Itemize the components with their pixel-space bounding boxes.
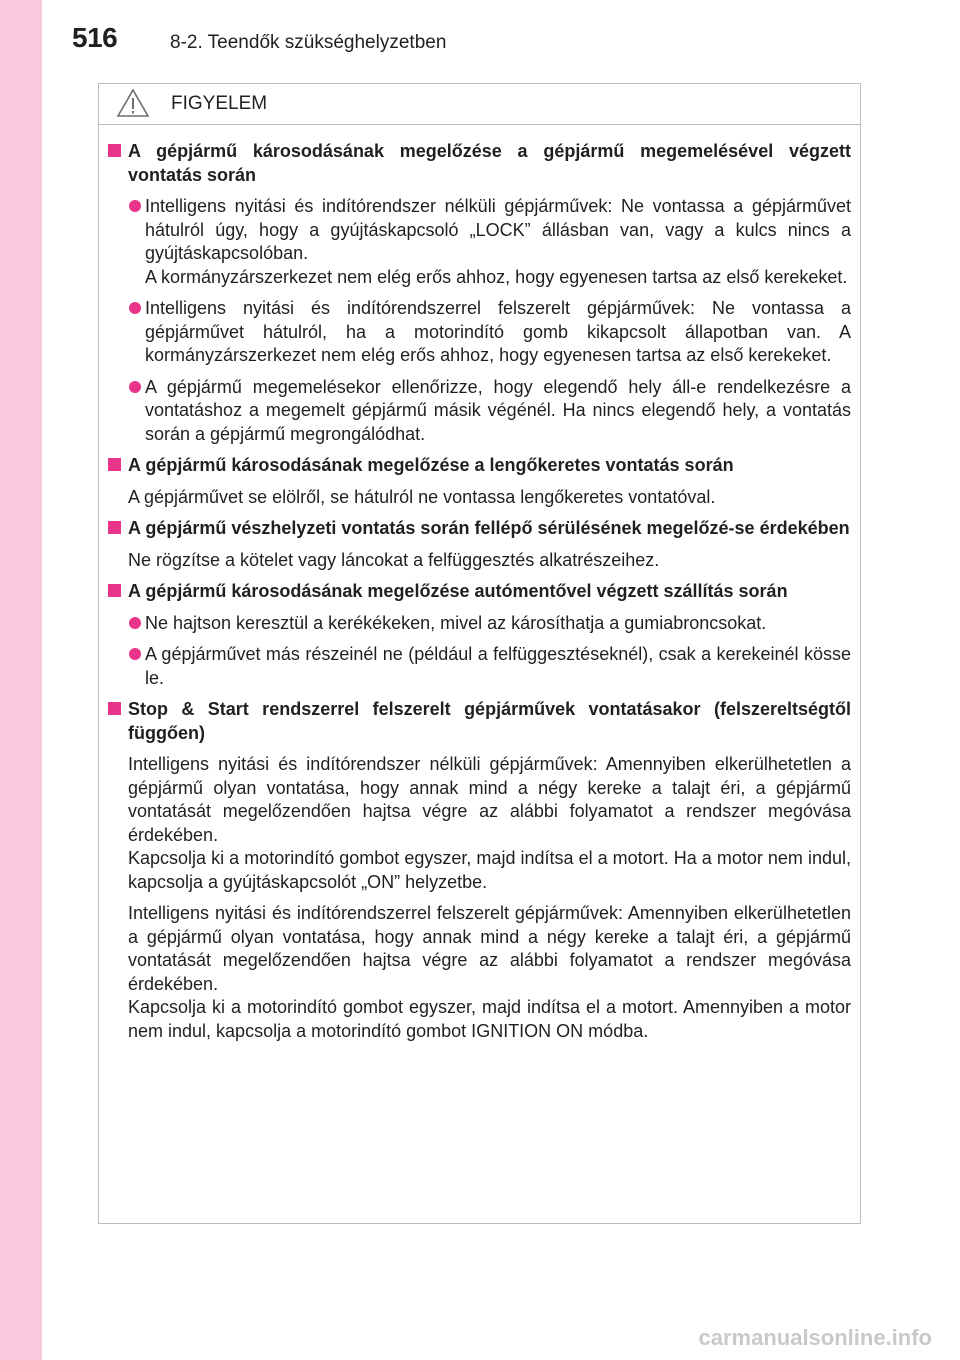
page-number: 516: [72, 22, 118, 53]
paragraph: Ne rögzítse a kötelet vagy láncokat a felfüggesztés alkatrészeihez.: [128, 549, 660, 570]
warning-box: [98, 83, 861, 1224]
list-item: Intelligens nyitási és indítórendszerrel felszerelt gépjárművek: Ne vontassa a gépjárművet hátulról, ha a motorindító gomb kikapcsolt állapotban van. A kormányzárszerkezet nem elég erős ahhoz, hogy egyenesen tartsa az első kerekeket.: [108, 297, 851, 368]
circle-bullet-icon: [129, 648, 141, 660]
paragraph: Intelligens nyitási és indítórendszerrel felszerelt gépjárművek: Amennyiben elkerülhetetlen a gépjármű olyan vontatása, hogy annak mind a négy kereke a talajt éri, a gépjármű vontatását megelőzendően hajtsa végre az alábbi folyamatot a rendszer megóvása érdekében. Kapcsolja ki a motorindító gombot egyszer, majd indítsa el a motort. Amennyiben a motor nem indul, kapcsolja a motorindító gombot IGNITION ON módba.: [128, 903, 851, 1041]
square-bullet-icon: [108, 458, 121, 471]
circle-bullet-icon: [129, 381, 141, 393]
square-bullet-icon: [108, 144, 121, 157]
section-heading: A gépjármű károsodásának megelőzése a gépjármű megemelésével végzett vontatás során: [108, 140, 851, 187]
warning-triangle-icon: [116, 88, 150, 118]
square-bullet-icon: [108, 584, 121, 597]
paragraph: A gépjárművet se elölről, se hátulról ne vontassa lengőkeretes vontatóval.: [128, 486, 716, 507]
warning-content: [99, 124, 860, 1051]
list-item: A gépjárművet más részeinél ne (például a felfüggesztéseknél), csak a kerekeinél kösse le.: [108, 643, 851, 690]
circle-bullet-icon: [129, 200, 141, 212]
watermark: carmanualsonline.info: [698, 1325, 932, 1350]
section-heading: A gépjármű károsodásának megelőzése a lengőkeretes vontatás során: [108, 454, 851, 478]
list-item: A gépjármű megemelésekor ellenőrizze, hogy elegendő hely áll-e rendelkezésre a vontatáshoz a megemelt gépjármű másik végénél. Ha nincs elegendő hely, a vontatás során a gépjármű megrongálódhat.: [108, 376, 851, 447]
circle-bullet-icon: [129, 617, 141, 629]
section-heading: A gépjármű vészhelyzeti vontatás során fellépő sérülésének megelőzé-se érdekében: [108, 517, 851, 541]
warning-title: FIGYELEM: [171, 93, 268, 114]
paragraph: Intelligens nyitási és indítórendszer nélküli gépjárművek: Amennyiben elkerülhetetlen a gépjármű olyan vontatása, hogy annak mind a négy kereke a talajt éri, a gépjármű vontatását megelőzendően hajtsa végre az alábbi folyamatot a rendszer megóvása érdekében. Kapcsolja ki a motorindító gombot egyszer, majd indítsa el a motort. Ha a motor nem indul, kapcsolja a gyújtáskapcsolót „ON” helyzetbe.: [128, 754, 851, 892]
section-heading: A gépjármű károsodásának megelőzése autómentővel végzett szállítás során: [108, 580, 851, 604]
list-item: Ne hajtson keresztül a kerékékeken, mivel az károsíthatja a gumiabroncsokat.: [108, 612, 851, 636]
section-title: 8-2. Teendők szükséghelyzetben: [170, 32, 447, 53]
square-bullet-icon: [108, 521, 121, 534]
list-item: Intelligens nyitási és indítórendszer nélküli gépjárművek: Ne vontassa a gépjárművet hátulról úgy, hogy a gyújtáskapcsoló „LOCK” állásban van, vagy a kulcs nincs a gyújtáskapcsolóban. A kormányzárszerkezet nem elég erős ahhoz, hogy egyenesen tartsa az első kerekeket.: [108, 195, 851, 289]
side-tab-strip: [0, 0, 42, 1360]
square-bullet-icon: [108, 702, 121, 715]
section-heading: Stop & Start rendszerrel felszerelt gépjárművek vontatásakor (felszereltségtől függően): [108, 698, 851, 745]
warning-header: [99, 84, 860, 125]
circle-bullet-icon: [129, 302, 141, 314]
